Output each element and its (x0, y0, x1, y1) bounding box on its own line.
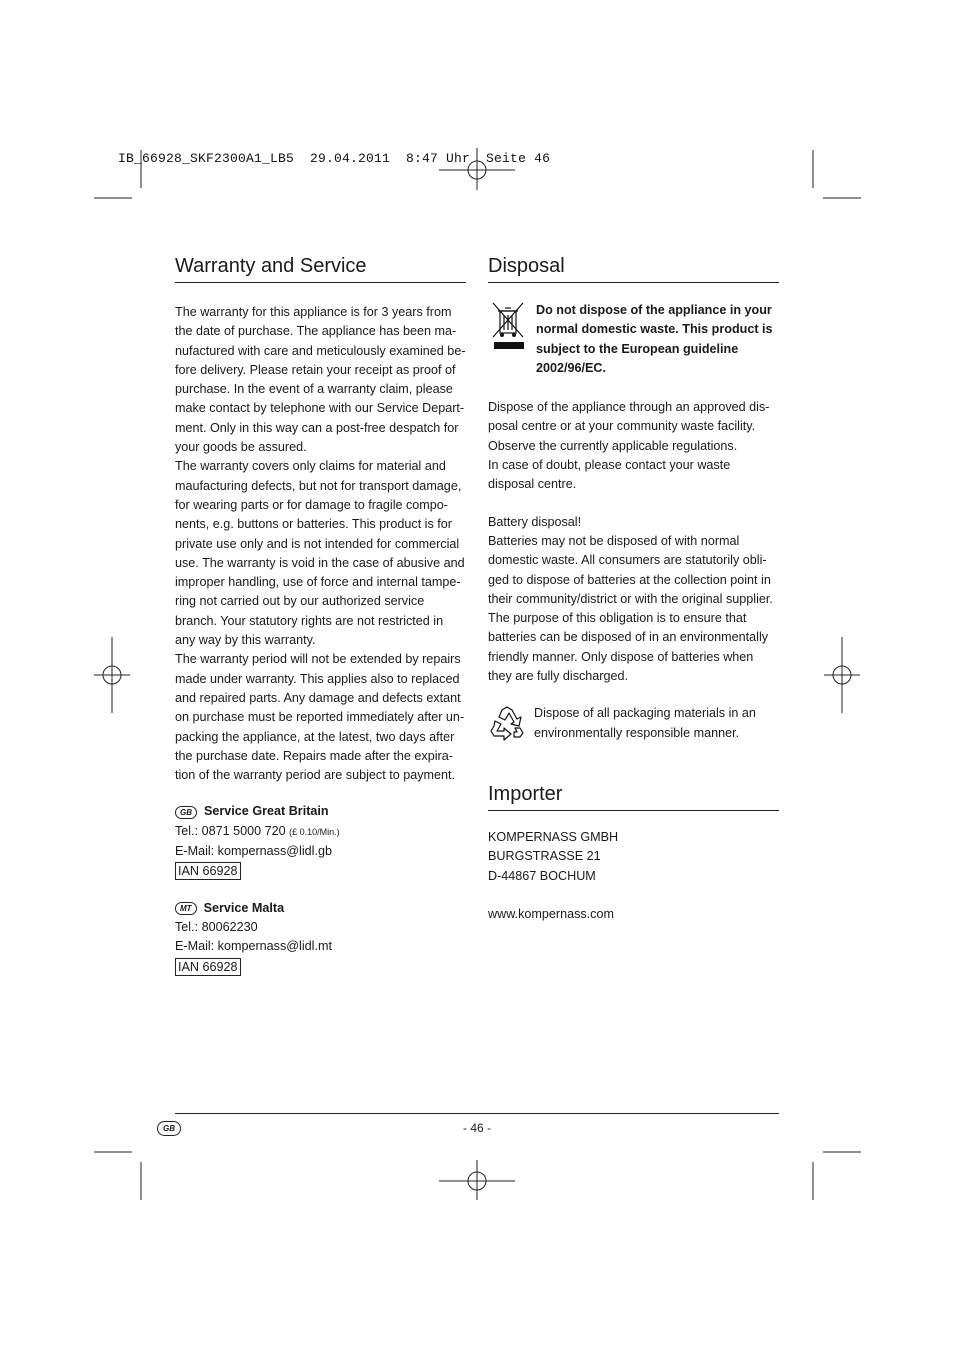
warranty-paragraph-3: The warranty period will not be extended by repairs made under warranty. This applies also to replaced and repaired parts. Any damage and defects extant on purchase must be reported immediately after un-packing the appliance, at the latest, two days after the purchase date. Repairs made after the expira-tion of the warranty period are subject to payment. (175, 652, 465, 783)
recycle-icon (488, 704, 526, 742)
disposal-title: Disposal (488, 253, 779, 283)
importer-website: www.kompernass.com (488, 906, 614, 921)
disposal-paragraph-2: In case of doubt, please contact your waste disposal centre. (488, 458, 731, 492)
importer-line-1: KOMPERNASS GMBH (488, 829, 619, 844)
warranty-paragraph-1: The warranty for this appliance is for 3 years from the date of purchase. The appliance has been ma-nufactured with care and meticulously examined be-fore delivery. Please retain your receipt as proof of purchase. In the event of a warranty claim, please make contact by telephone with our Service Depart-ment. Only in this way can a post-free despatch for your goods be assured. (175, 305, 466, 455)
importer-line-2: BURGSTRASSE 21 (488, 849, 601, 864)
service-gb-ian: IAN 66928 (175, 862, 241, 880)
service-gb-email: E-Mail: kompernass@lidl.gb (175, 844, 332, 859)
battery-disposal-title: Battery disposal! (488, 514, 582, 529)
packaging-text: Dispose of all packaging materials in an environmentally responsible manner. (534, 706, 756, 740)
service-gb-tel-note: (£ 0.10/Min.) (289, 826, 340, 837)
warranty-column (175, 253, 466, 977)
battery-disposal-text: Batteries may not be disposed of with normal domestic waste. All consumers are statutorily obli-ged to dispose of batteries at the collection point in their community/district or with the original supplier. The purpose of this obligation is to ensure that batteries can be disposed of in an environmentally friendly manner. Only dispose of batteries when they are fully discharged. (488, 533, 773, 684)
warranty-text (175, 303, 466, 785)
service-malta (175, 899, 466, 977)
importer-title: Importer (488, 781, 779, 811)
importer-line-3: D-44867 BOCHUM (488, 868, 596, 883)
mt-badge: MT (175, 902, 197, 915)
service-mt-title: Service Malta (203, 900, 285, 915)
footer-divider (175, 1113, 779, 1114)
print-slug: IB_66928_SKF2300A1_LB5 29.04.2011 8:47 Uhr Seite 46 (118, 151, 551, 166)
disposal-warning-text: Do not dispose of the appliance in your normal domestic waste. This product is subject to the European guideline 2002/96/EC. (536, 303, 773, 375)
disposal-paragraph-1: Dispose of the appliance through an approved dis-posal centre or at your community waste facility. Observe the currently applicable regulations. (488, 400, 770, 453)
service-mt-email: E-Mail: kompernass@lidl.mt (175, 939, 332, 954)
service-gb-tel: Tel.: 0871 5000 720 (175, 823, 286, 838)
footer-gb-badge: GB (157, 1121, 181, 1136)
disposal-column (488, 253, 779, 924)
warranty-paragraph-2: The warranty covers only claims for material and maufacturing defects, but not for transport damage, for wearing parts or for damage to fragile compo-nents, e.g. buttons or batteries. This product is for private use only and is not intended for commercial use. The warranty is void in the case of abusive and improper handling, use of force and internal tampe-ring not carried out by our authorized service branch. Your statutory rights are not restricted in any way by this warranty. (175, 459, 465, 648)
crossed-bin-icon (488, 301, 526, 353)
service-great-britain (175, 802, 466, 881)
service-mt-tel: Tel.: 80062230 (175, 919, 258, 934)
packaging-note (488, 704, 779, 743)
service-gb-title: Service Great Britain (204, 804, 329, 819)
disposal-warning (488, 301, 779, 378)
importer-section (488, 781, 779, 924)
service-mt-ian: IAN 66928 (175, 958, 241, 976)
warranty-title: Warranty and Service (175, 253, 466, 283)
gb-badge: GB (175, 806, 197, 819)
page-number: - 46 - (462, 1121, 491, 1135)
disposal-text (488, 398, 779, 494)
